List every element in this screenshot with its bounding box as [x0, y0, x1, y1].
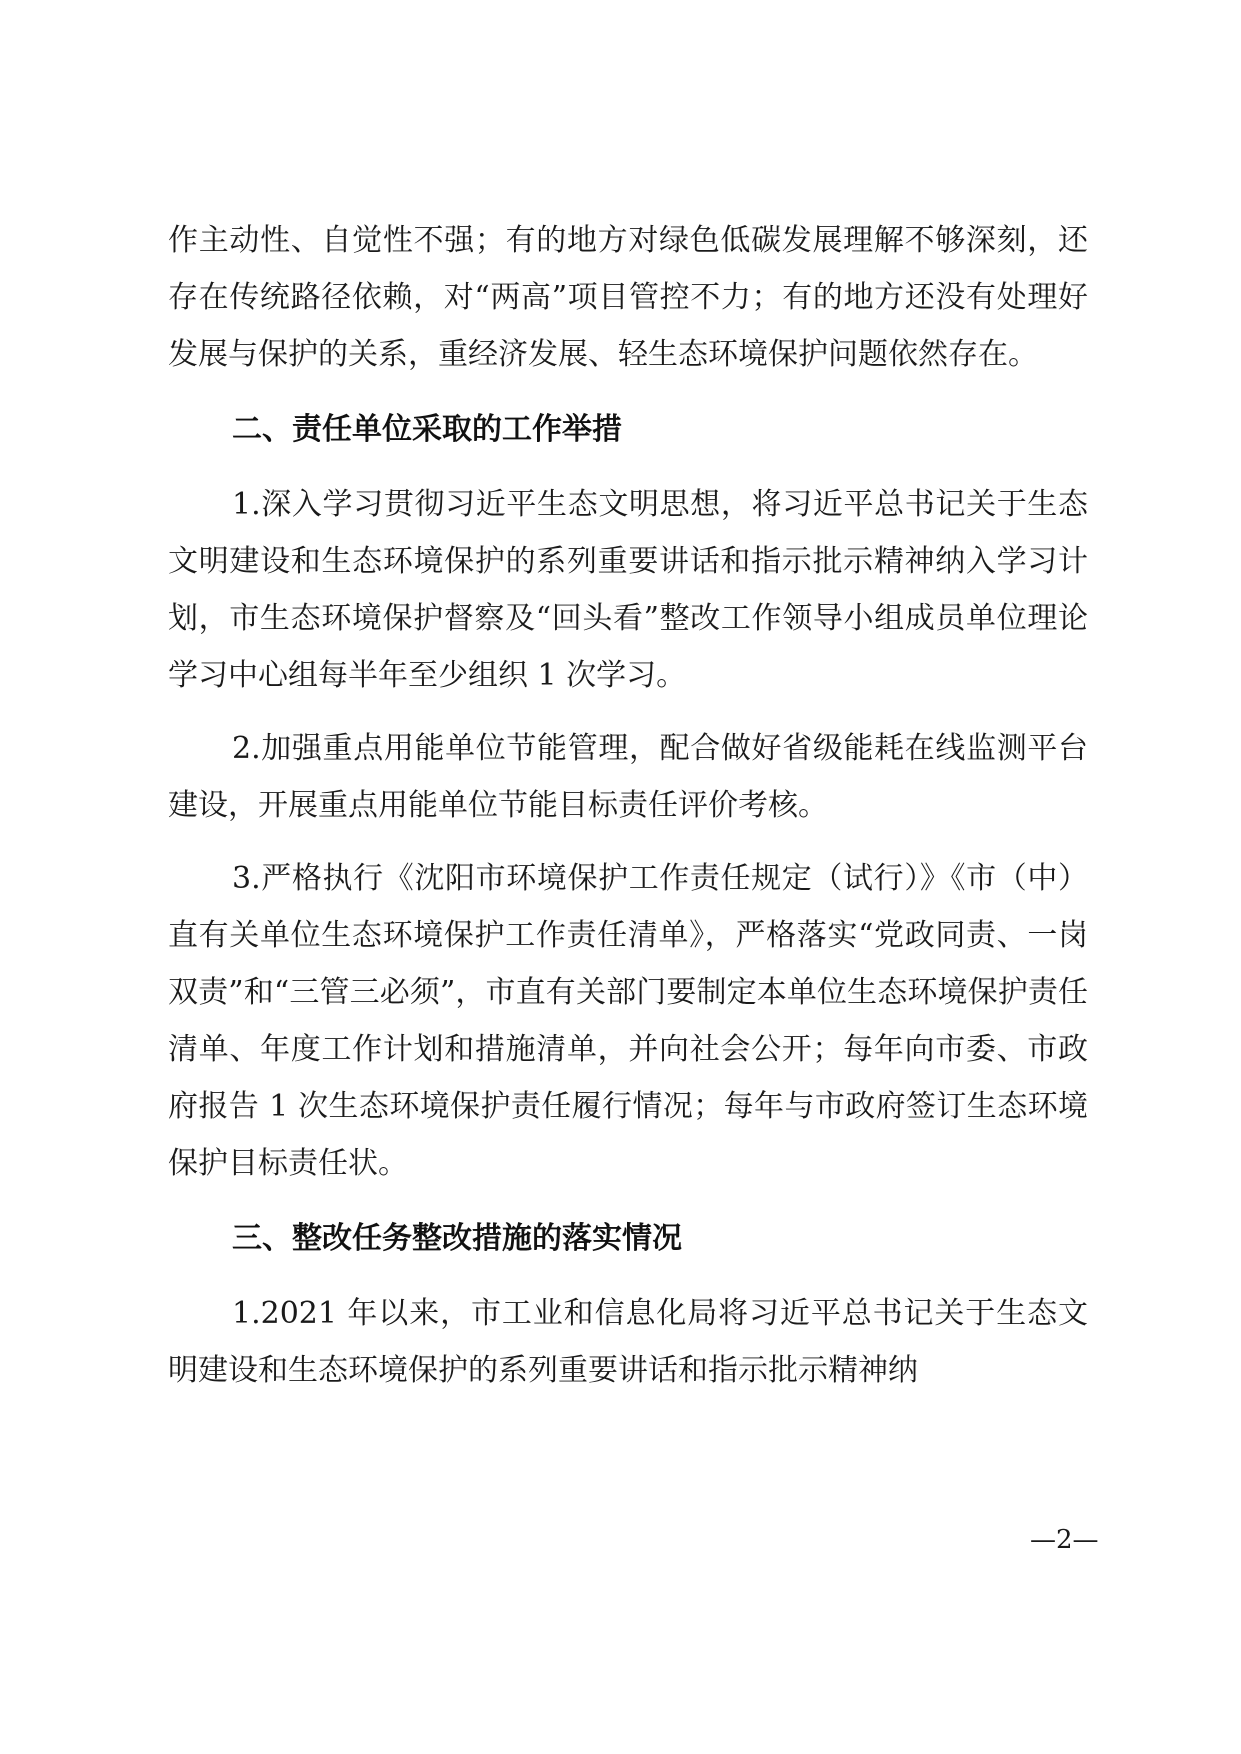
- section-2-item-3: 3.严格执行《沈阳市环境保护工作责任规定（试行）》《市（中）直有关单位生态环境保护工作责任清单》，严格落实“党政同责、一岗双责”和“三管三必须”，市直有关部门要制定本单位生态环境保护责任清单、年度工作计划和措施清单，并向社会公开；每年向市委、市政府报告 1 次生态环境保护责任履行情况；每年与市政府签订生态环境保护目标责任状。: [168, 861, 1088, 1181]
- section-2-item-2: 2.加强重点用能单位节能管理，配合做好省级能耗在线监测平台建设，开展重点用能单位节能目标责任评价考核。: [168, 731, 1088, 823]
- section-2-item-1: 1.深入学习贯彻习近平生态文明思想，将习近平总书记关于生态文明建设和生态环境保护的系列重要讲话和指示批示精神纳入学习计划，市生态环境保护督察及“回头看”整改工作领导小组成员单位理论学习中心组每半年至少组织 1 次学习。: [168, 487, 1088, 693]
- section-heading-2: 二、责任单位采取的工作举措: [232, 412, 622, 447]
- section-3-item-1: 1.2021 年以来，市工业和信息化局将习近平总书记关于生态文明建设和生态环境保护的系列重要讲话和指示批示精神纳: [168, 1296, 1088, 1388]
- page-number: —2—: [1030, 1525, 1099, 1555]
- continuation-paragraph: 作主动性、自觉性不强；有的地方对绿色低碳发展理解不够深刻，还存在传统路径依赖，对“两高”项目管控不力；有的地方还没有处理好发展与保护的关系，重经济发展、轻生态环境保护问题依然存在。: [168, 223, 1088, 372]
- document-body: [168, 212, 1088, 1415]
- section-heading-3: 三、整改任务整改措施的落实情况: [232, 1221, 682, 1256]
